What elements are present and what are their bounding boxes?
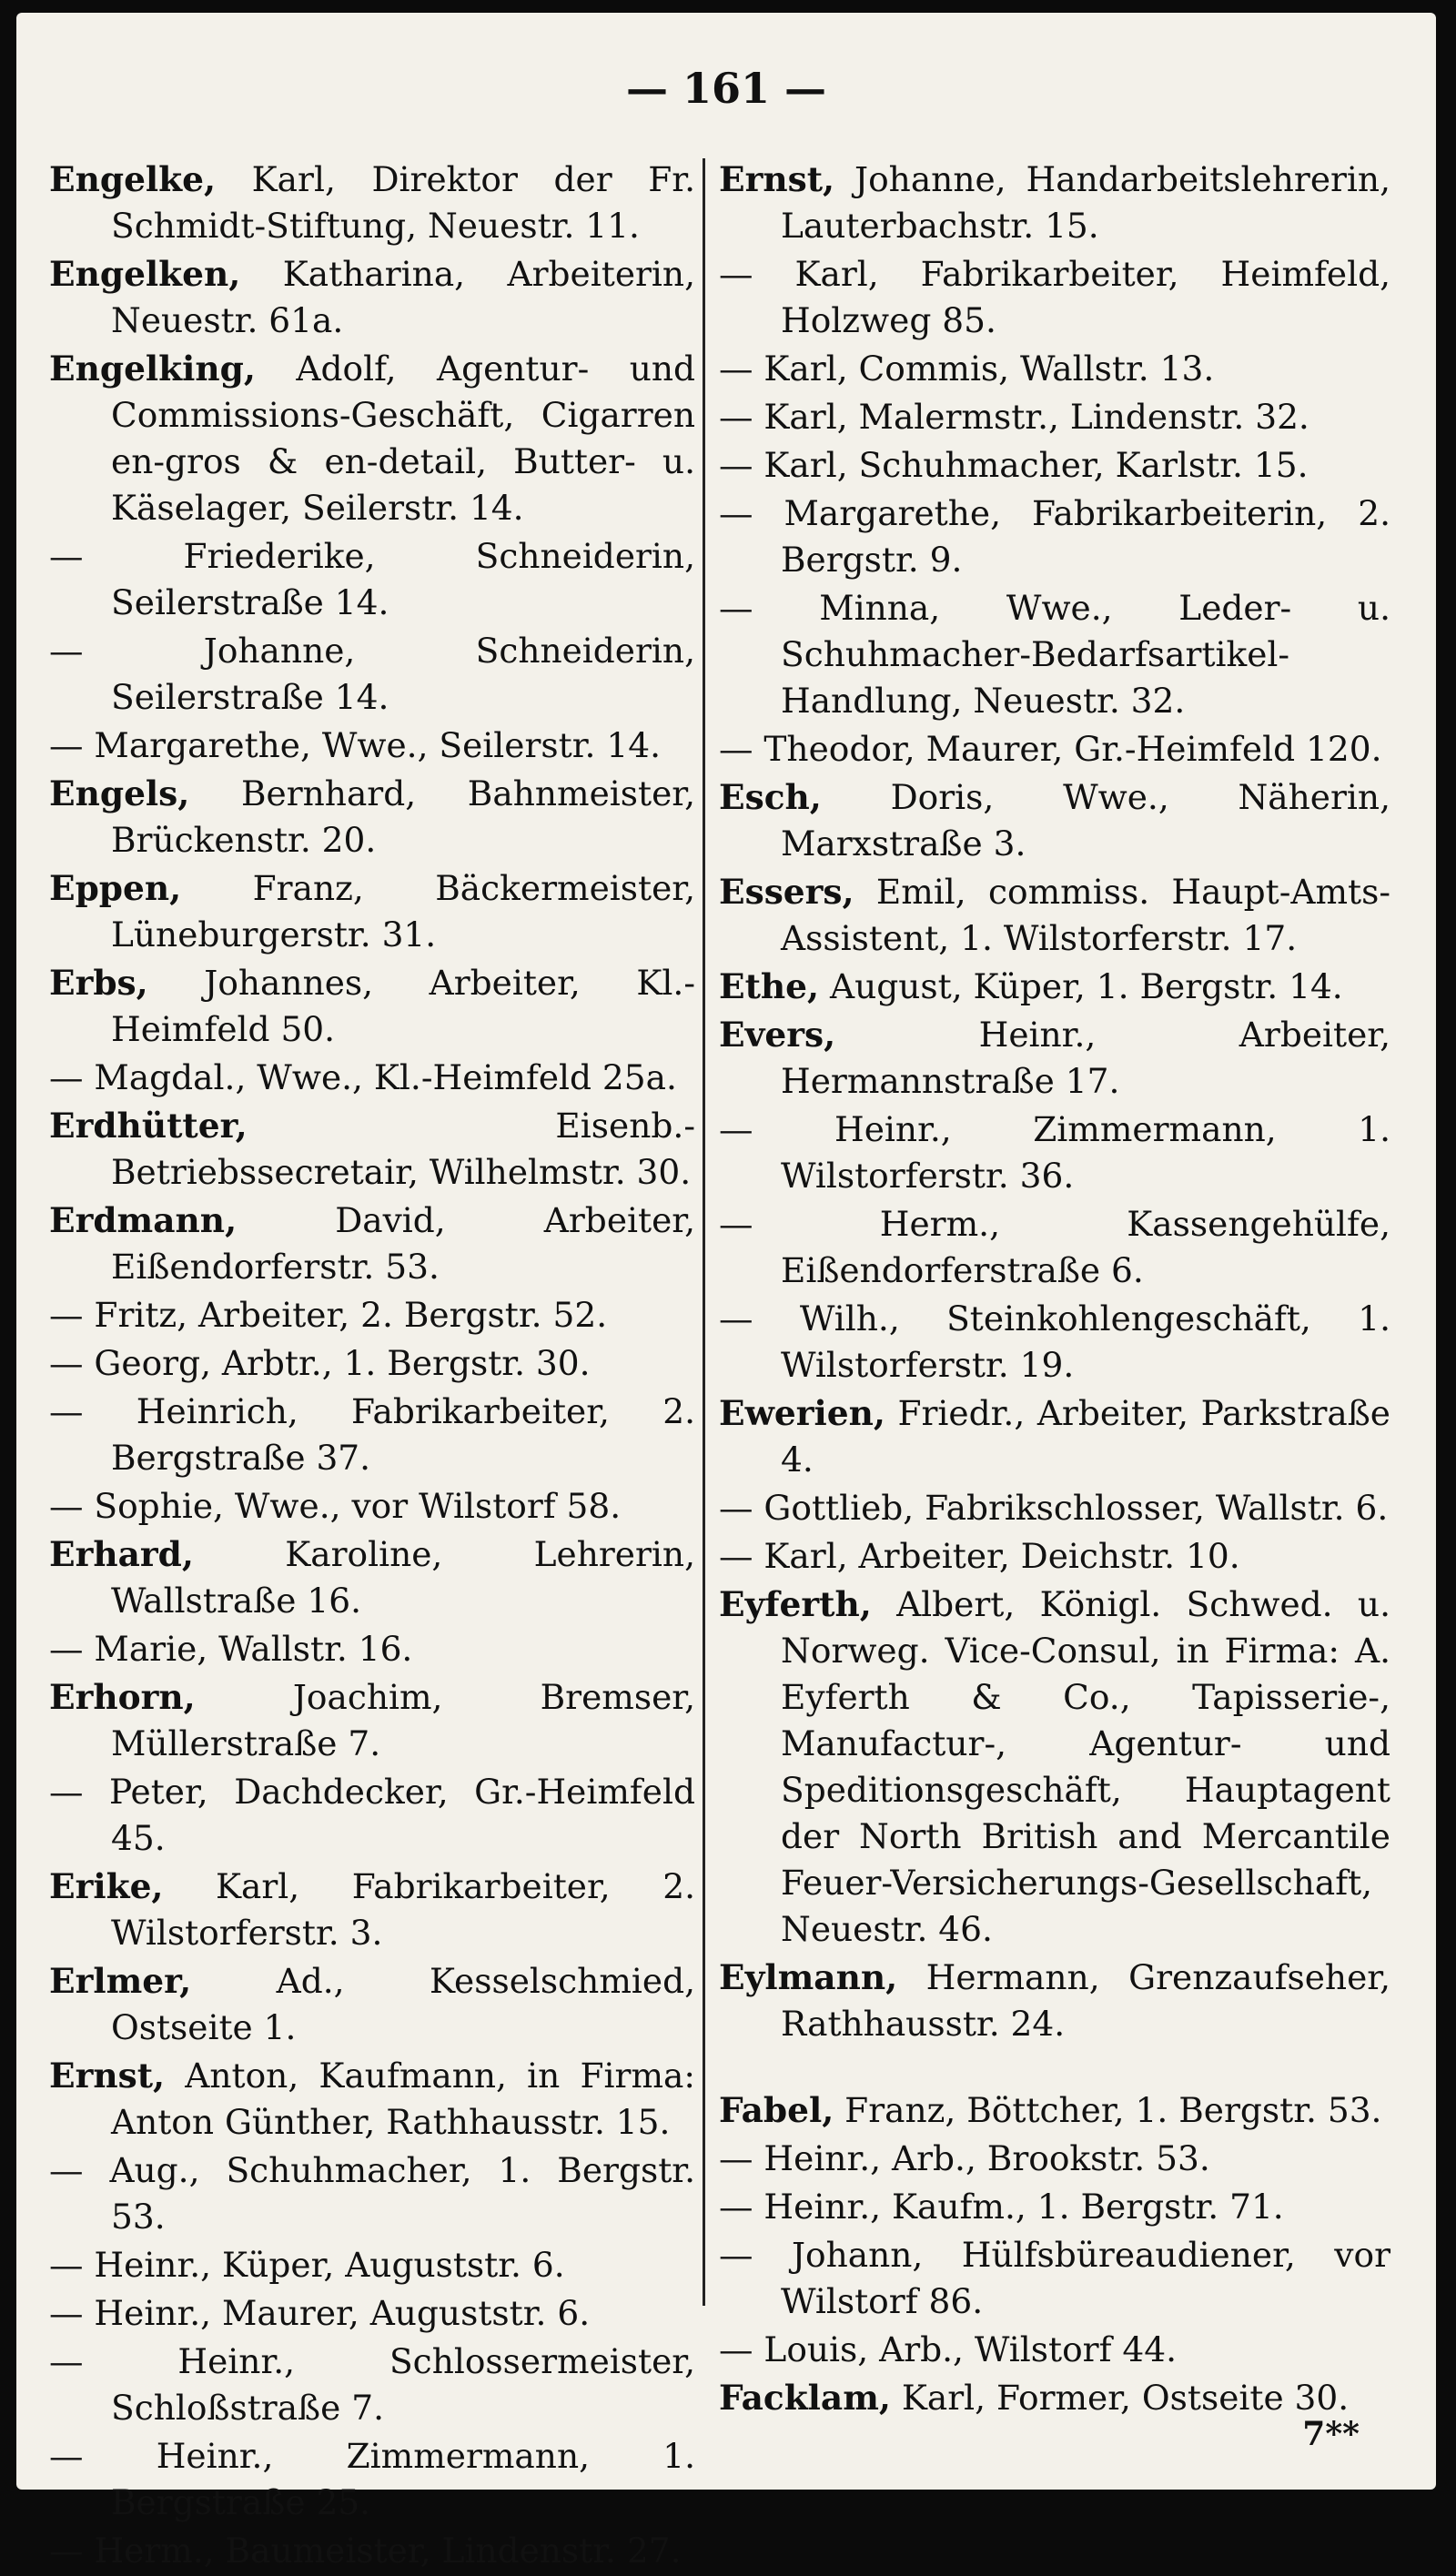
- directory-entry: [49, 533, 695, 626]
- directory-entry: [49, 722, 695, 769]
- entry-details: — Herm., Kassengehülfe, Eißendorferstraße 6.: [719, 1204, 1390, 1290]
- directory-entry: [719, 2184, 1390, 2230]
- directory-entry: [719, 2375, 1390, 2421]
- entry-details: August, Küper, 1. Bergstr. 14.: [819, 966, 1343, 1006]
- directory-page: [16, 13, 1436, 2571]
- entry-surname: Eyferth,: [719, 1584, 872, 1624]
- entry-details: — Magdal., Wwe., Kl.-Heimfeld 25a.: [49, 1057, 677, 1097]
- entry-surname: Ernst,: [719, 159, 835, 199]
- entry-details: Bernhard, Bahnmeister, Brückenstr. 20.: [111, 773, 695, 860]
- directory-entry: [719, 346, 1390, 392]
- directory-entry: [49, 1958, 695, 2051]
- directory-entry: [719, 1955, 1390, 2047]
- directory-entry: [719, 442, 1390, 489]
- entry-surname: Eylmann,: [719, 1957, 898, 1997]
- entry-details: Karl, Fabrikarbeiter, 2. Wilstorferstr. 3.: [111, 1866, 695, 1953]
- directory-entry: [49, 1483, 695, 1530]
- directory-entry: [49, 960, 695, 1053]
- directory-entry: [719, 394, 1390, 440]
- entry-surname: Ewerien,: [719, 1393, 885, 1433]
- entry-details: — Heinr., Zimmermann, 1. Bergstraße 25.: [49, 2436, 695, 2522]
- entry-details: Doris, Wwe., Näherin, Marxstraße 3.: [781, 777, 1390, 864]
- directory-entry: [719, 2087, 1390, 2134]
- entry-details: Joachim, Bremser, Müllerstraße 7.: [111, 1677, 695, 1763]
- entry-details: — Karl, Malermstr., Lindenstr. 32.: [719, 397, 1309, 437]
- entry-surname: Evers,: [719, 1015, 836, 1055]
- entry-surname: Eppen,: [49, 868, 182, 908]
- directory-entry: [719, 726, 1390, 773]
- entry-surname: Erike,: [49, 1866, 164, 1906]
- entry-details: — Johanne, Schneiderin, Seilerstraße 14.: [49, 631, 695, 717]
- section-gap: [719, 2049, 1390, 2087]
- directory-entry: [49, 1389, 695, 1481]
- column-divider: [703, 158, 705, 2306]
- directory-entry: [49, 346, 695, 531]
- entry-surname: Engelking,: [49, 349, 256, 389]
- entry-details: — Margarethe, Fabrikarbeiterin, 2. Bergstr. 9.: [719, 493, 1390, 580]
- entry-details: — Karl, Arbeiter, Deichstr. 10.: [719, 1536, 1240, 1576]
- entry-details: — Heinr., Kaufm., 1. Bergstr. 71.: [719, 2187, 1284, 2227]
- entry-surname: Essers,: [719, 872, 854, 912]
- entry-details: — Georg, Arbtr., 1. Bergstr. 30.: [49, 1343, 591, 1383]
- directory-entry: [49, 771, 695, 864]
- entry-details: Franz, Böttcher, 1. Bergstr. 53.: [834, 2090, 1382, 2130]
- directory-entry: [49, 1626, 695, 1672]
- directory-entry: [49, 1055, 695, 1101]
- entry-details: — Karl, Commis, Wallstr. 13.: [719, 349, 1215, 389]
- entry-details: — Fritz, Arbeiter, 2. Bergstr. 52.: [49, 1295, 608, 1335]
- directory-entry: [49, 251, 695, 344]
- directory-entry: [49, 1197, 695, 1290]
- directory-entry: [719, 2232, 1390, 2325]
- entry-details: — Heinr., Küper, Auguststr. 6.: [49, 2245, 565, 2285]
- directory-entry: [49, 2528, 695, 2574]
- directory-entry: [49, 2147, 695, 2240]
- directory-entry: [719, 964, 1390, 1010]
- entry-details: Eisenb.-Betriebssecretair, Wilhelmstr. 30.: [111, 1106, 695, 1192]
- entry-details: David, Arbeiter, Eißendorferstr. 53.: [111, 1200, 695, 1287]
- directory-entry: [49, 1292, 695, 1339]
- directory-entry: [49, 2339, 695, 2431]
- entry-details: — Herm., Baumeister, Lindenstr. 27.: [49, 2531, 682, 2571]
- entry-details: — Aug., Schuhmacher, 1. Bergstr. 53.: [49, 2150, 695, 2237]
- entry-surname: Esch,: [719, 777, 822, 817]
- entry-surname: Erlmer,: [49, 1961, 192, 2001]
- entry-details: — Theodor, Maurer, Gr.-Heimfeld 120.: [719, 729, 1382, 769]
- entry-details: Heinr., Arbeiter, Hermannstraße 17.: [781, 1015, 1390, 1101]
- directory-entry: [49, 1674, 695, 1767]
- directory-entry: [719, 157, 1390, 249]
- directory-entry: [719, 1581, 1390, 1953]
- entry-surname: Erdhütter,: [49, 1106, 248, 1146]
- directory-entry: [49, 865, 695, 958]
- entry-details: Hermann, Grenzaufseher, Rathhausstr. 24.: [781, 1957, 1390, 2044]
- directory-entry: [49, 2290, 695, 2337]
- entry-details: — Peter, Dachdecker, Gr.-Heimfeld 45.: [49, 1772, 695, 1858]
- entry-details: Anton, Kaufmann, in Firma: Anton Günther, Rathhausstr. 15.: [111, 2056, 695, 2142]
- directory-entry: [719, 774, 1390, 867]
- directory-entry: [719, 1201, 1390, 1294]
- entry-details: — Louis, Arb., Wilstorf 44.: [719, 2329, 1178, 2369]
- entry-details: — Heinr., Schlossermeister, Schloßstraße 7.: [49, 2341, 695, 2428]
- entry-surname: Engelke,: [49, 159, 217, 199]
- directory-entry: [49, 1864, 695, 1956]
- directory-entry: [719, 1485, 1390, 1531]
- entry-surname: Engels,: [49, 773, 190, 813]
- directory-entry: [49, 1340, 695, 1387]
- entry-surname: Erhorn,: [49, 1677, 196, 1717]
- entry-details: Ad., Kesselschmied, Ostseite 1.: [111, 1961, 695, 2047]
- entry-surname: Erdmann,: [49, 1200, 238, 1240]
- entry-details: — Johann, Hülfsbüreaudiener, vor Wilstorf 86.: [719, 2235, 1390, 2321]
- entry-surname: Facklam,: [719, 2378, 891, 2418]
- printer-signature: 7**: [1302, 2415, 1360, 2453]
- directory-entry: [719, 1390, 1390, 1483]
- directory-entry: [49, 2053, 695, 2146]
- directory-entry: [49, 2433, 695, 2526]
- directory-entry: [719, 2136, 1390, 2182]
- entry-details: Karl, Former, Ostseite 30.: [890, 2378, 1350, 2418]
- directory-entry: [719, 490, 1390, 583]
- page-number: — 161 —: [625, 64, 827, 113]
- entry-surname: Fabel,: [719, 2090, 834, 2130]
- entry-details: — Friederike, Schneiderin, Seilerstraße 14.: [49, 536, 695, 622]
- entry-details: — Minna, Wwe., Leder- u. Schuhmacher-Bedarfsartikel-Handlung, Neuestr. 32.: [719, 588, 1390, 721]
- entry-details: Johannes, Arbeiter, Kl.-Heimfeld 50.: [111, 963, 695, 1049]
- directory-entry: [719, 1106, 1390, 1199]
- entry-details: — Sophie, Wwe., vor Wilstorf 58.: [49, 1486, 622, 1526]
- entry-details: — Heinr., Arb., Brookstr. 53.: [719, 2138, 1210, 2178]
- directory-entry: [49, 2242, 695, 2288]
- entry-details: Albert, Königl. Schwed. u. Norweg. Vice-Consul, in Firma: A. Eyferth & Co., Tapisserie-, Manufactur-, Agentur- und Speditionsgeschäft, Hauptagent der North British and Mercantile Feuer-Versicherungs-Gesellschaft, Neuestr. 46.: [781, 1584, 1390, 1949]
- directory-entry: [49, 1103, 695, 1196]
- left-column: [49, 157, 695, 2576]
- entry-surname: Erhard,: [49, 1534, 194, 1574]
- directory-entry: [719, 2327, 1390, 2373]
- entry-details: — Heinrich, Fabrikarbeiter, 2. Bergstraße 37.: [49, 1391, 695, 1478]
- entry-details: Franz, Bäckermeister, Lüneburgerstr. 31.: [111, 868, 695, 955]
- entry-details: Katharina, Arbeiterin, Neuestr. 61a.: [111, 254, 695, 340]
- entry-details: — Karl, Schuhmacher, Karlstr. 15.: [719, 445, 1309, 485]
- directory-entry: [49, 1769, 695, 1862]
- directory-entry: [49, 157, 695, 249]
- entry-details: — Marie, Wallstr. 16.: [49, 1629, 413, 1669]
- entry-details: Karl, Direktor der Fr. Schmidt-Stiftung, Neuestr. 11.: [111, 159, 695, 246]
- directory-entry: [49, 1531, 695, 1624]
- directory-entry: [719, 1533, 1390, 1580]
- entry-details: — Karl, Fabrikarbeiter, Heimfeld, Holzweg 85.: [719, 254, 1390, 340]
- directory-entry: [719, 1012, 1390, 1105]
- directory-entry: [719, 869, 1390, 962]
- entry-details: — Heinr., Zimmermann, 1. Wilstorferstr. 36.: [719, 1109, 1390, 1196]
- entry-surname: Ernst,: [49, 2056, 166, 2096]
- entry-details: Friedr., Arbeiter, Parkstraße 4.: [781, 1393, 1390, 1480]
- entry-surname: Engelken,: [49, 254, 241, 294]
- entry-details: — Gottlieb, Fabrikschlosser, Wallstr. 6.: [719, 1488, 1389, 1528]
- directory-entry: [719, 251, 1390, 344]
- right-column: [719, 157, 1390, 2423]
- directory-entry: [49, 628, 695, 721]
- entry-details: Karoline, Lehrerin, Wallstraße 16.: [111, 1534, 695, 1621]
- entry-surname: Erbs,: [49, 963, 148, 1003]
- entry-details: — Heinr., Maurer, Auguststr. 6.: [49, 2293, 591, 2333]
- entry-details: Emil, commiss. Haupt-Amts-Assistent, 1. Wilstorferstr. 17.: [781, 872, 1390, 958]
- entry-details: Adolf, Agentur- und Commissions-Geschäft, Cigarren en-gros & en-detail, Butter- u. Käselager, Seilerstr. 14.: [111, 349, 695, 528]
- entry-details: — Margarethe, Wwe., Seilerstr. 14.: [49, 725, 662, 765]
- entry-details: Johanne, Handarbeitslehrerin, Lauterbachstr. 15.: [781, 159, 1390, 246]
- directory-entry: [719, 585, 1390, 724]
- entry-details: — Wilh., Steinkohlengeschäft, 1. Wilstorferstr. 19.: [719, 1298, 1390, 1385]
- directory-entry: [719, 1296, 1390, 1389]
- entry-surname: Ethe,: [719, 966, 820, 1006]
